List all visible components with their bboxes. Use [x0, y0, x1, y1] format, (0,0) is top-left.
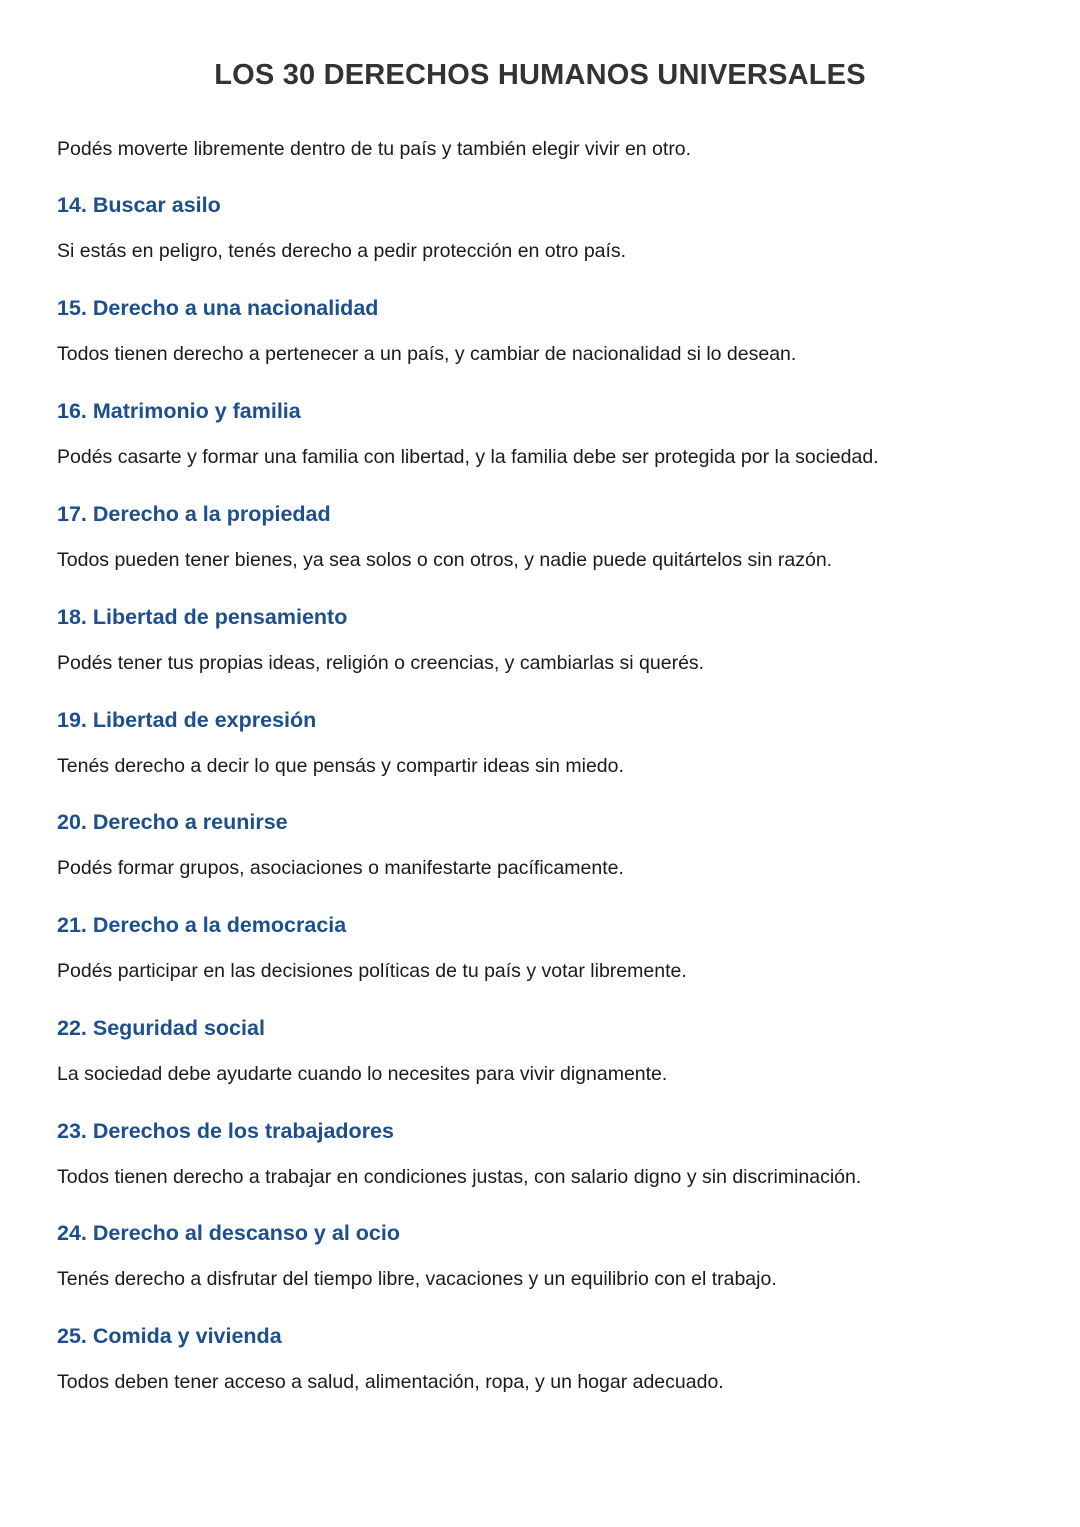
right-heading: 22. Seguridad social — [57, 1016, 265, 1040]
right-heading: 24. Derecho al descanso y al ocio — [57, 1221, 400, 1245]
right-section-21 — [57, 912, 1037, 983]
right-section-14 — [57, 192, 1037, 263]
right-description: Podés tener tus propias ideas, religión o creencias, y cambiarlas si querés. — [57, 652, 705, 674]
right-heading: 20. Derecho a reunirse — [57, 810, 288, 834]
right-heading: 19. Libertad de expresión — [57, 708, 317, 732]
right-description: Todos tienen derecho a trabajar en condiciones justas, con salario digno y sin discriminación. — [57, 1166, 862, 1188]
right-description: Tenés derecho a disfrutar del tiempo libre, vacaciones y un equilibrio con el trabajo. — [57, 1268, 777, 1290]
right-description: Tenés derecho a decir lo que pensás y compartir ideas sin miedo. — [57, 755, 624, 777]
right-description: Podés formar grupos, asociaciones o manifestarte pacíficamente. — [57, 857, 624, 879]
right-heading: 14. Buscar asilo — [57, 193, 221, 217]
right-description: Todos deben tener acceso a salud, alimentación, ropa, y un hogar adecuado. — [57, 1371, 724, 1393]
right-description: Todos tienen derecho a pertenecer a un país, y cambiar de nacionalidad si lo desean. — [57, 343, 797, 365]
right-section-18 — [57, 604, 1037, 675]
right-heading: 15. Derecho a una nacionalidad — [57, 296, 379, 320]
right-description: Todos pueden tener bienes, ya sea solos o con otros, y nadie puede quitártelos sin razón. — [57, 549, 833, 571]
intro-paragraph: Podés moverte libremente dentro de tu país y también elegir vivir en otro. — [57, 138, 692, 160]
right-section-23 — [57, 1118, 1037, 1189]
right-heading: 16. Matrimonio y familia — [57, 399, 301, 423]
right-description: Podés casarte y formar una familia con libertad, y la familia debe ser protegida por la sociedad. — [57, 446, 879, 468]
right-section-16 — [57, 398, 1037, 469]
right-description: Podés participar en las decisiones políticas de tu país y votar libremente. — [57, 960, 687, 982]
right-section-15 — [57, 295, 1037, 366]
right-description: La sociedad debe ayudarte cuando lo necesites para vivir dignamente. — [57, 1063, 668, 1085]
right-section-19 — [57, 707, 1037, 778]
right-section-17 — [57, 501, 1037, 572]
right-heading: 21. Derecho a la democracia — [57, 913, 347, 937]
page-title: LOS 30 DERECHOS HUMANOS UNIVERSALES — [214, 59, 866, 91]
right-heading: 18. Libertad de pensamiento — [57, 605, 348, 629]
right-section-20 — [57, 809, 1037, 880]
right-section-25 — [57, 1323, 1037, 1394]
right-heading: 25. Comida y vivienda — [57, 1324, 282, 1348]
right-heading: 17. Derecho a la propiedad — [57, 502, 331, 526]
right-heading: 23. Derechos de los trabajadores — [57, 1119, 394, 1143]
right-section-24 — [57, 1220, 1037, 1291]
right-section-22 — [57, 1015, 1037, 1086]
right-description: Si estás en peligro, tenés derecho a pedir protección en otro país. — [57, 240, 627, 262]
